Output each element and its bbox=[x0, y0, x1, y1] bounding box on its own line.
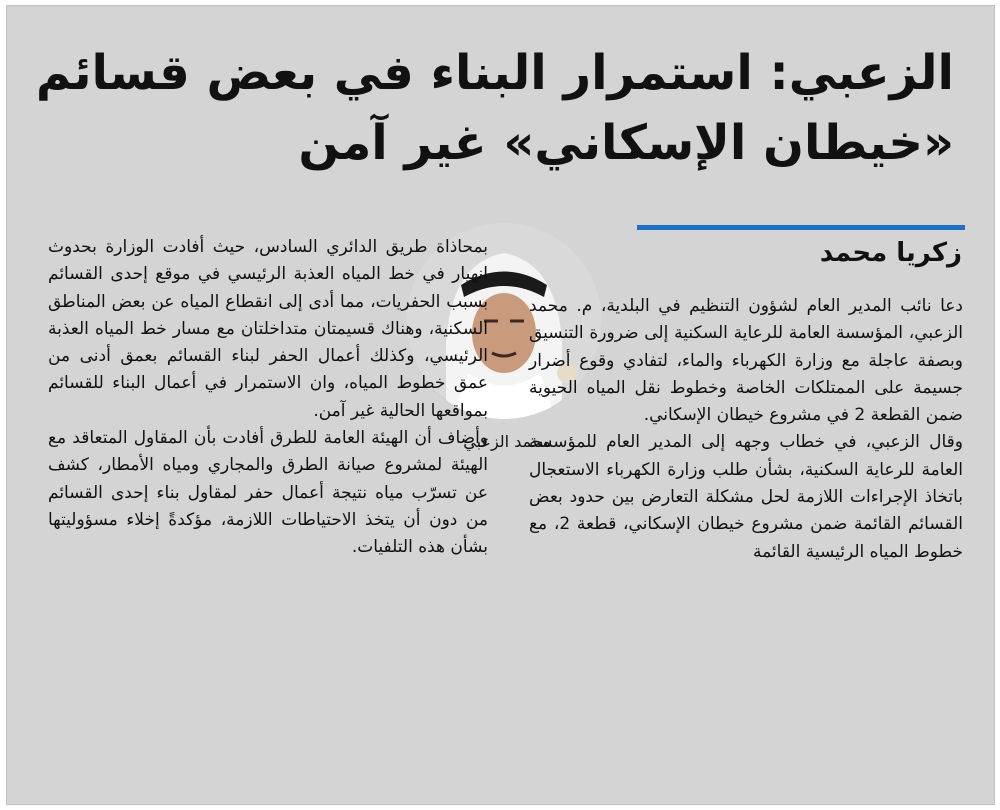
article-column-right bbox=[529, 293, 963, 566]
paragraph: دعا نائب المدير العام لشؤون التنظيم في البلدية، م. محمد الزعبي، المؤسسة العامة للرعاية السكنية إلى ضرورة التنسيق وبصفة عاجلة مع وزارة الكهرباء والماء، لتفادي وقوع أضرار جسيمة على الممتلكات الخاصة وخطوط نقل المياه الحيوية ضمن القطعة 2 في مشروع خيطان الإسكاني. bbox=[529, 296, 963, 426]
accent-rule bbox=[637, 225, 965, 230]
photo-caption: محمد الزعبي bbox=[463, 432, 551, 451]
newspaper-article bbox=[6, 5, 995, 805]
byline: زكريا محمد bbox=[819, 238, 962, 268]
paragraph: وأضاف أن الهيئة العامة للطرق أفادت بأن المقاول المتعاقد مع الهيئة لمشروع صيانة الطرق والمجاري ومياه الأمطار، كشف عن تسرّب مياه نتيجة أعمال حفر لمقاول بناء إحدى القسائم من دون أن يتخذ الاحتياطات اللازمة، مؤكدةً إخلاء مسؤوليتها بشأن هذه التلفيات. bbox=[48, 428, 488, 558]
headline bbox=[35, 38, 954, 178]
article-column-left bbox=[48, 234, 488, 562]
headline-line-1: الزعبي: استمرار البناء في بعض قسائم bbox=[35, 45, 954, 101]
headline-line-2: «خيطان الإسكاني» غير آمن bbox=[298, 115, 954, 171]
paragraph: وقال الزعبي، في خطاب وجهه إلى المدير العام للمؤسسة العامة للرعاية السكنية، بشأن طلب وزارة الكهرباء الاستعجال باتخاذ الإجراءات اللازمة لحل مشكلة التعارض بين حدود بعض القسائم القائمة ضمن مشروع خيطان الإسكاني، قطعة 2، مع خطوط المياه الرئيسية القائمة bbox=[529, 432, 963, 562]
paragraph: بمحاذاة طريق الدائري السادس، حيث أفادت الوزارة بحدوث انهيار في خط المياه العذبة الرئيسي في موقع إحدى القسائم بسبب الحفريات، مما أدى إلى انقطاع المياه عن بعض المناطق السكنية، وهناك قسيمتان متداخلتان مع مسار خط المياه العذبة الرئيسي، وكذلك أعمال الحفر لبناء القسائم بعمق أدنى من عمق خطوط المياه، وان الاستمرار في أعمال البناء للقسائم بمواقعها الحالية غير آمن. bbox=[48, 237, 488, 421]
